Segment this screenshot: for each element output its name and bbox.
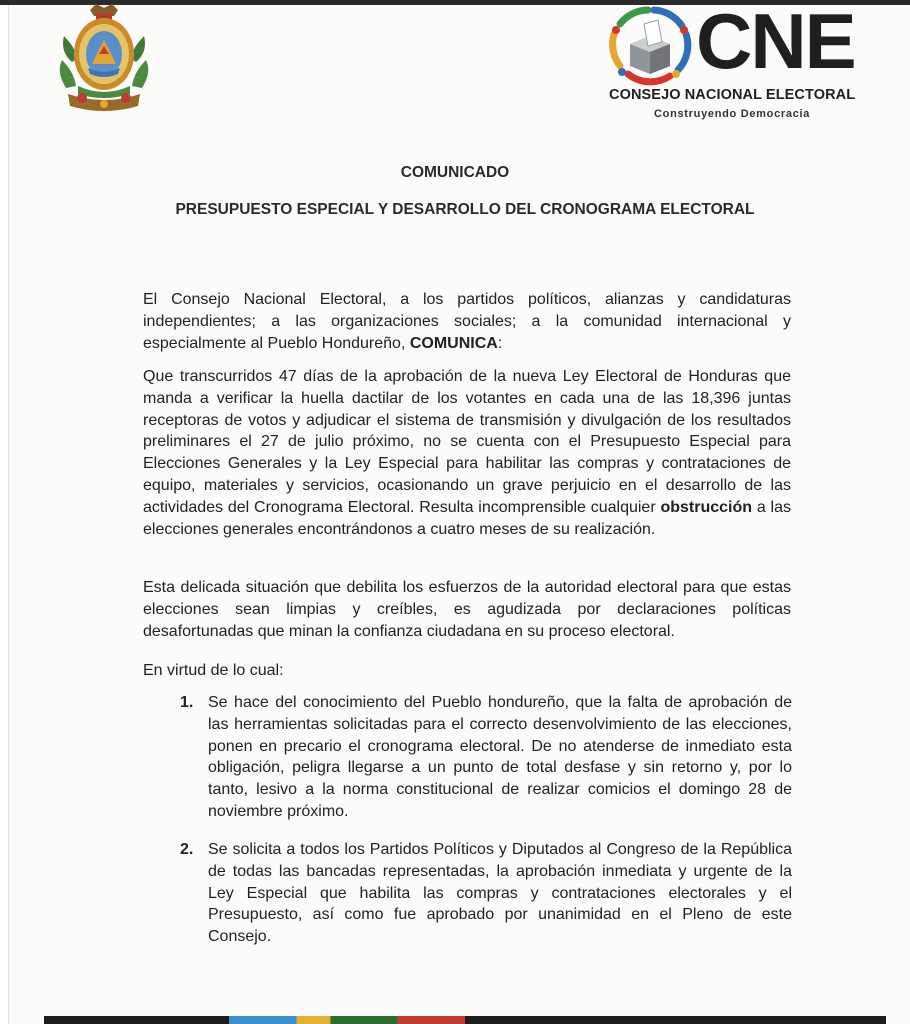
list-item-number: 1. (180, 694, 194, 711)
ballot-box-logo-icon (606, 4, 692, 86)
paragraph-context (143, 366, 791, 540)
paragraph-1-end: : (497, 334, 503, 352)
cne-full-name: CONSEJO NACIONAL ELECTORAL (609, 87, 856, 103)
paragraph-2-end: a las elecciones generales encontrándonos a cuatro meses de su realización. (143, 498, 791, 538)
coat-of-arms-icon (52, 2, 156, 114)
paragraph-1-bold: COMUNICA (409, 334, 498, 352)
paragraph-addressees (143, 289, 791, 354)
footer-color-band (44, 1016, 886, 1024)
cne-slogan: Construyendo Democracia (654, 108, 811, 120)
paragraph-1-text: El Consejo Nacional Electoral, a los partidos políticos, alianzas y candidaturas independientes; a las organizaciones sociales; a la comunidad internacional y especialmente al Pueblo Hondureño, (143, 291, 791, 352)
list-item-text: Se solicita a todos los Partidos Políticos y Diputados al Congreso de la República de todas las bancadas representadas, la aprobación inmediata y urgente de la Ley Especial que habilita las compras y contrataciones electorales y el Presupuesto, así como fue aprobado por unanimidad en el Pleno de este Consejo. (208, 841, 792, 946)
paragraph-intro-list: En virtud de lo cual: (143, 662, 284, 679)
cne-acronym: CNE (696, 0, 855, 85)
paragraph-2-bold: obstrucción (660, 498, 753, 516)
list-item-number: 2. (180, 841, 194, 858)
document-heading: COMUNICADO (400, 164, 510, 181)
document-title: PRESUPUESTO ESPECIAL Y DESARROLLO DEL CRONOGRAMA ELECTORAL (175, 201, 755, 218)
paragraph-situation: Esta delicada situación que debilita los esfuerzos de la autoridad electoral para que estas elecciones sean limpias y creíbles, es agudizada por declaraciones políticas desafortunadas que minan la confianza ciudadana en su proceso electoral. (143, 579, 791, 640)
paragraph-2-text: Que transcurridos 47 días de la aprobación de la nueva Ley Electoral de Honduras que manda a verificar la huella dactilar de los votantes en cada una de las 18,396 juntas receptoras de votos y adjudicar el sistema de transmisión y divulgación de los resultados preliminares el 27 de julio próximo, no se cuenta con el Presupuesto Especial para Elecciones Generales y la Ley Especial para habilitar las compras y contrataciones de equipo, materiales y servicios, ocasionando un grave perjuicio en el desarrollo de las actividades del Cronograma Electoral. Resulta incomprensible cualquier (143, 368, 791, 516)
list-item-text: Se hace del conocimiento del Pueblo hondureño, que la falta de aprobación de las herramientas solicitadas para el correcto desenvolvimiento de las elecciones, ponen en precario el cronograma electoral. De no atenderse de inmediato esta obligación, peligra llegarse a un punto de total desfase y sin retorno y, por lo tanto, lesivo a la norma constitucional de realizar comicios el domingo 28 de noviembre próximo. (208, 694, 792, 820)
